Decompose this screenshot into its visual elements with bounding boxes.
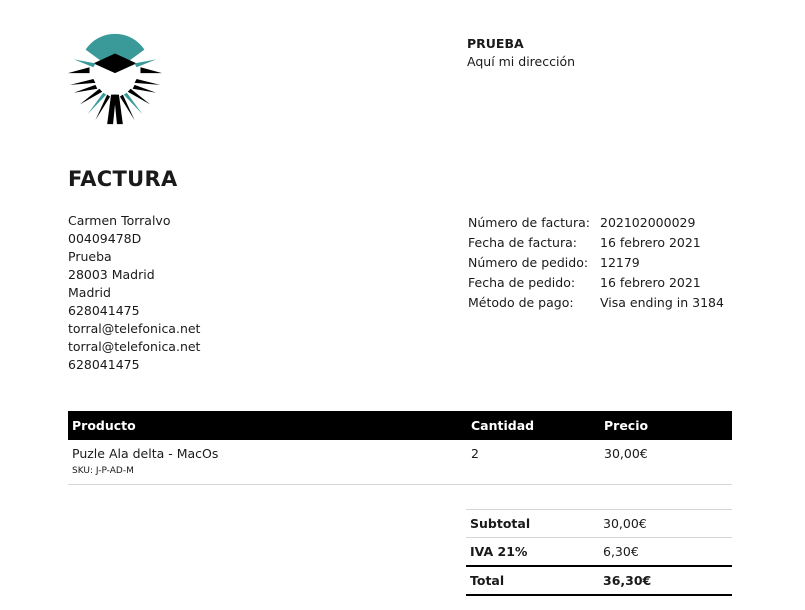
- shop-address: Aquí mi dirección: [467, 54, 576, 69]
- meta-label: Fecha de pedido:: [468, 274, 576, 290]
- items-header-row: [68, 411, 732, 440]
- totals-value: 36,30€: [599, 566, 732, 595]
- billing-line: Carmen Torralvo: [68, 213, 171, 228]
- billing-address: [68, 212, 200, 374]
- totals-row-total: [466, 566, 732, 595]
- meta-row-order-number: [468, 252, 724, 272]
- shop-info: [467, 35, 575, 71]
- items-table: [68, 411, 732, 485]
- totals-row-tax: [466, 538, 732, 567]
- totals-label: Total: [466, 566, 599, 595]
- meta-label: Fecha de factura:: [468, 234, 577, 250]
- billing-line: 00409478D: [68, 231, 142, 246]
- meta-value: 16 febrero 2021: [600, 274, 701, 290]
- compass-logo-icon: [66, 30, 164, 128]
- header-product: Producto: [68, 411, 467, 440]
- totals-row-subtotal: [466, 510, 732, 538]
- quantity-cell: 2: [467, 440, 600, 485]
- meta-value: 16 febrero 2021: [600, 234, 701, 250]
- product-cell: [68, 440, 467, 485]
- billing-line: 628041475: [68, 303, 140, 318]
- totals-value: 6,30€: [599, 538, 732, 567]
- document-title: FACTURA: [68, 167, 178, 191]
- totals-table: [466, 509, 732, 596]
- order-meta: [468, 212, 724, 312]
- meta-row-invoice-date: [468, 232, 724, 252]
- meta-row-invoice-number: [468, 212, 724, 232]
- billing-email: torral@telefonica.net: [68, 339, 201, 354]
- billing-line: Madrid: [68, 285, 111, 300]
- product-name: Puzle Ala delta - MacOs: [72, 446, 219, 461]
- billing-phone: 628041475: [68, 357, 140, 372]
- meta-row-payment-method: [468, 292, 724, 312]
- billing-line: Prueba: [68, 249, 112, 264]
- meta-value: 12179: [600, 254, 640, 270]
- table-row: [68, 440, 732, 485]
- totals-label: Subtotal: [466, 510, 599, 538]
- meta-row-order-date: [468, 272, 724, 292]
- meta-label: Número de factura:: [468, 214, 590, 230]
- totals-value: 30,00€: [599, 510, 732, 538]
- header-price: Precio: [600, 411, 732, 440]
- meta-value: 202102000029: [600, 214, 696, 230]
- totals-label: IVA 21%: [466, 538, 599, 567]
- meta-label: Método de pago:: [468, 294, 574, 310]
- header-quantity: Cantidad: [467, 411, 600, 440]
- shop-name: PRUEBA: [467, 36, 524, 51]
- billing-line: 28003 Madrid: [68, 267, 155, 282]
- sku-value: J-P-AD-M: [95, 466, 134, 476]
- sku-label: SKU:: [72, 466, 93, 476]
- billing-email: torral@telefonica.net: [68, 321, 201, 336]
- price-cell: 30,00€: [600, 440, 732, 485]
- meta-value: Visa ending in 3184: [600, 294, 724, 310]
- product-sku: [72, 466, 463, 476]
- meta-label: Número de pedido:: [468, 254, 589, 270]
